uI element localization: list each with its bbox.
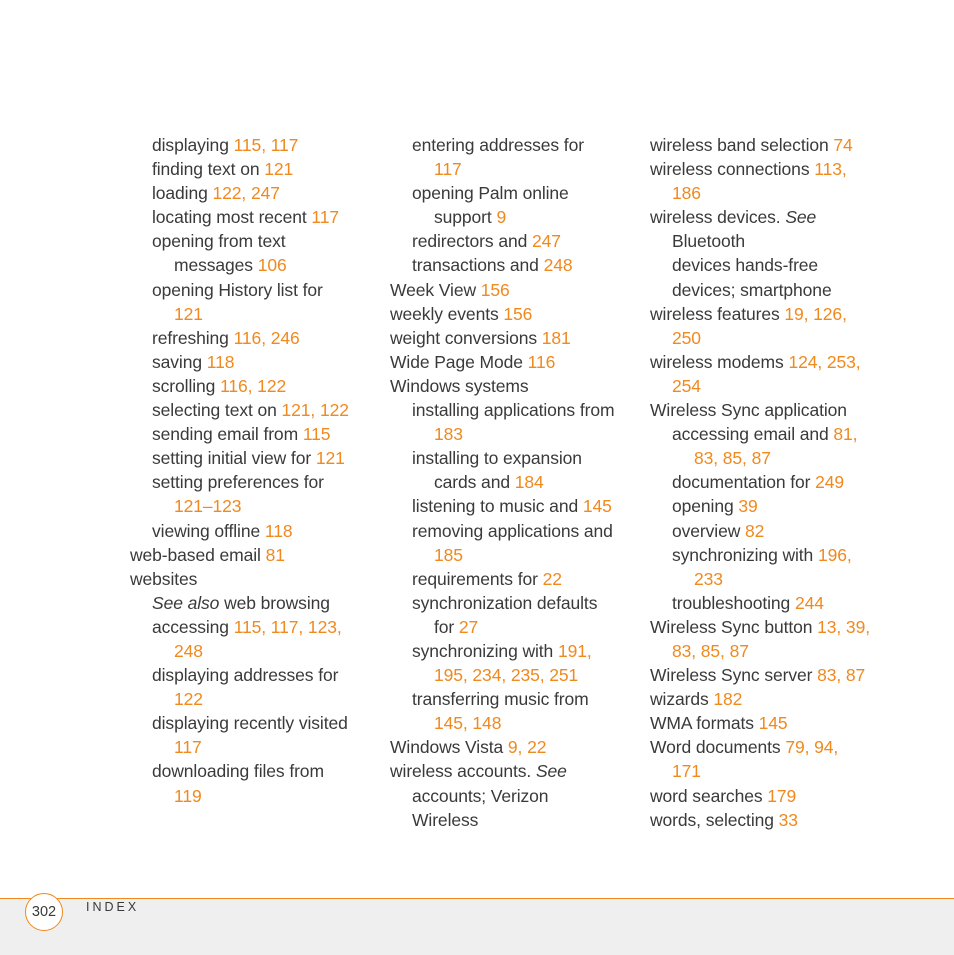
page-reference-link[interactable]: 117 (311, 207, 339, 228)
index-entry (650, 519, 940, 543)
index-term: Wireless Sync application (650, 400, 847, 421)
page-reference-link[interactable]: 118 (206, 351, 235, 372)
page-reference-link[interactable]: 81 (265, 544, 285, 565)
index-term: displaying (152, 135, 234, 155)
index-term: Wide Page Mode (390, 351, 528, 372)
page-reference-link[interactable]: 179 (767, 785, 797, 806)
index-entry (130, 133, 380, 157)
index-term: opening History list for (152, 279, 323, 300)
index-entry (390, 759, 640, 783)
page-reference-link[interactable]: 124, 253, (788, 351, 861, 372)
page-reference-link[interactable]: 106 (257, 255, 287, 276)
index-entry (650, 784, 940, 808)
page-reference-link[interactable]: 185 (434, 544, 463, 565)
page-reference-link[interactable]: 250 (672, 327, 701, 348)
index-entry (650, 326, 940, 350)
index-entry (130, 759, 380, 783)
index-term: displaying recently visited (152, 713, 348, 734)
page-reference-link[interactable]: 115, 117, 123, (233, 616, 342, 637)
index-term: opening (672, 496, 739, 517)
index-term: Word documents (650, 737, 786, 758)
page-reference-link[interactable]: 81, (833, 424, 858, 445)
index-term: Windows Vista (390, 737, 508, 758)
index-entry (130, 157, 380, 181)
page-reference-link[interactable]: 117 (174, 737, 202, 758)
index-entry (650, 687, 940, 711)
index-entry (390, 398, 640, 422)
page-reference-link[interactable]: 145 (582, 496, 612, 517)
index-term: Week View (390, 279, 481, 300)
index-term: saving (152, 351, 207, 372)
page-reference-link[interactable]: 83, 85, 87 (694, 448, 771, 469)
index-term: selecting text on (152, 400, 282, 421)
index-column-2 (390, 133, 640, 832)
page-reference-link[interactable]: 22 (542, 568, 562, 589)
index-entry (650, 446, 940, 470)
page-reference-link[interactable]: 156 (480, 279, 510, 300)
page-reference-link[interactable]: 247 (532, 231, 561, 252)
index-entry (650, 253, 940, 277)
index-term: wireless modems (650, 351, 789, 372)
index-entry (390, 446, 640, 470)
index-entry (650, 711, 940, 735)
page-reference-link[interactable]: 39 (738, 496, 758, 517)
index-entry (390, 591, 640, 615)
index-entry (390, 374, 640, 398)
index-entry (650, 735, 940, 759)
index-entry (130, 663, 380, 687)
index-entry (130, 615, 380, 639)
page-reference-link[interactable]: 9 (496, 207, 507, 228)
page-reference-link[interactable]: 116, 122 (220, 375, 287, 396)
page-reference-link[interactable]: 116, 246 (233, 327, 300, 348)
page-reference-link[interactable]: 156 (503, 303, 533, 324)
index-entry (130, 326, 380, 350)
index-term: weekly events (390, 303, 504, 324)
index-term: web-based email (130, 544, 266, 565)
index-entry (130, 567, 380, 591)
index-entry (650, 808, 940, 832)
page-reference-link[interactable]: 121 (174, 303, 203, 324)
page-reference-link[interactable]: 33 (778, 809, 798, 830)
index-entry (650, 302, 940, 326)
page-reference-link[interactable]: 118 (264, 520, 293, 541)
index-entry (390, 687, 640, 711)
index-column-1 (130, 133, 380, 808)
index-entry (130, 350, 380, 374)
index-entry (650, 181, 940, 205)
page-reference-link[interactable]: 184 (514, 472, 544, 493)
page-reference-link[interactable]: 145, 148 (434, 713, 502, 734)
page-reference-link[interactable]: 83, 87 (817, 665, 866, 686)
page-reference-link[interactable]: 248 (174, 640, 203, 661)
see-reference-label: See (785, 207, 817, 228)
page-reference-link[interactable]: 79, 94, (785, 737, 839, 758)
index-entry (650, 374, 940, 398)
index-term: troubleshooting (672, 592, 795, 613)
page-reference-link[interactable]: 113, (814, 159, 847, 180)
index-entry (390, 663, 640, 687)
index-column-3 (650, 133, 940, 832)
page-reference-link[interactable]: 121 (315, 448, 345, 469)
index-entry (650, 663, 940, 687)
page-reference-link[interactable]: 115 (302, 424, 331, 445)
index-term: words, selecting (650, 809, 779, 830)
index-entry (390, 229, 640, 253)
index-term: viewing offline (152, 520, 265, 541)
index-entry (130, 446, 380, 470)
index-entry (390, 784, 640, 808)
index-term: messages (174, 255, 258, 276)
page-reference-link[interactable]: 121, 122 (281, 400, 349, 421)
index-term: wireless features (650, 303, 785, 324)
index-term: documentation for (672, 472, 816, 493)
index-term: devices hands-free (672, 255, 819, 276)
index-term: transactions and (412, 255, 544, 276)
index-term: websites (130, 568, 198, 589)
index-entry (390, 181, 640, 205)
see-also-label: See also (152, 592, 220, 613)
index-term: wireless devices. (650, 207, 786, 228)
index-entry (390, 326, 640, 350)
page-reference-link[interactable]: 27 (458, 616, 479, 637)
index-term: locating most recent (152, 207, 312, 228)
footer-band (0, 898, 954, 955)
index-entry (650, 157, 940, 181)
index-entry (650, 639, 940, 663)
index-term: synchronization defaults (412, 592, 598, 613)
index-entry (390, 422, 640, 446)
section-label: INDEX (86, 900, 140, 914)
index-term: support (434, 207, 497, 228)
page-reference-link[interactable]: 122, 247 (212, 183, 280, 204)
index-term: installing applications from (412, 400, 615, 421)
index-entry (390, 278, 640, 302)
index-entry (390, 157, 640, 181)
index-entry (130, 591, 380, 615)
index-term: entering addresses for (412, 135, 584, 155)
index-entry (650, 350, 940, 374)
index-entry (130, 519, 380, 543)
index-entry (390, 615, 640, 639)
index-term: cards and (434, 472, 515, 493)
index-term: listening to music and (412, 496, 583, 517)
index-entry (130, 543, 380, 567)
index-term: wireless band selection (650, 135, 834, 155)
index-term: opening Palm online (412, 183, 569, 204)
index-term: removing applications and (412, 520, 613, 541)
index-entry (390, 350, 640, 374)
page-reference-link[interactable]: 183 (434, 424, 463, 445)
index-term: word searches (650, 785, 768, 806)
index-entry (130, 374, 380, 398)
index-entry (390, 302, 640, 326)
page-reference-link[interactable]: 145 (758, 713, 788, 734)
index-term: Windows systems (390, 375, 529, 396)
page-reference-link[interactable]: 116 (527, 351, 556, 372)
index-term: wireless accounts. (390, 761, 536, 782)
page-reference-link[interactable]: 233 (694, 568, 723, 589)
index-entry (130, 494, 380, 518)
index-term: requirements for (412, 568, 543, 589)
page-reference-link[interactable]: 248 (543, 255, 573, 276)
index-term: accounts; Verizon (412, 785, 549, 806)
index-term: wizards (650, 689, 714, 710)
page-reference-link[interactable]: 249 (815, 472, 845, 493)
page-reference-link[interactable]: 19, 126, (784, 303, 847, 324)
index-term: accessing email and (672, 424, 834, 445)
index-entry (390, 253, 640, 277)
page-reference-link[interactable]: 122 (174, 689, 203, 710)
index-entry (650, 470, 940, 494)
index-entry (650, 494, 940, 518)
index-entry (130, 181, 380, 205)
index-term: scrolling (152, 375, 221, 396)
index-entry (130, 278, 380, 302)
index-term: wireless connections (650, 159, 815, 180)
index-entry (130, 302, 380, 326)
index-term: synchronizing with (412, 640, 558, 661)
index-term: opening from text (152, 231, 286, 252)
index-entry (650, 133, 940, 157)
index-term: loading (152, 183, 213, 204)
index-term: setting preferences for (152, 472, 324, 493)
page-reference-link[interactable]: 121 (264, 159, 294, 180)
page-number-badge: 302 (25, 893, 63, 931)
index-entry (650, 543, 940, 567)
index-term: web browsing (219, 592, 330, 613)
page-reference-link[interactable]: 181 (541, 327, 571, 348)
index-entry (390, 205, 640, 229)
index-entry (390, 494, 640, 518)
index-term: redirectors and (412, 231, 532, 252)
page-reference-link[interactable]: 115, 117 (233, 135, 299, 155)
index-entry (650, 591, 940, 615)
page-reference-link[interactable]: 74 (833, 135, 853, 155)
page-reference-link[interactable]: 244 (794, 592, 824, 613)
page-reference-link[interactable]: 191, (557, 640, 592, 661)
index-entry (650, 205, 940, 229)
index-term: weight conversions (390, 327, 542, 348)
index-term: WMA formats (650, 713, 759, 734)
index-entry (130, 784, 380, 808)
page-reference-link[interactable]: 196, (817, 544, 852, 565)
index-entry (390, 543, 640, 567)
index-term: installing to expansion (412, 448, 582, 469)
page-reference-link[interactable]: 182 (713, 689, 743, 710)
index-entry (130, 735, 380, 759)
index-entry (130, 687, 380, 711)
index-entry (130, 470, 380, 494)
page-reference-link[interactable]: 117 (434, 159, 462, 180)
index-term: sending email from (152, 424, 303, 445)
index-entry (130, 398, 380, 422)
index-entry (650, 229, 940, 253)
page-reference-link[interactable]: 171 (672, 761, 701, 782)
see-reference-label: See (535, 761, 567, 782)
index-term: Wireless Sync server (650, 665, 818, 686)
index-entry (130, 205, 380, 229)
page-reference-link[interactable]: 186 (672, 183, 701, 204)
index-entry (650, 615, 940, 639)
index-entry (130, 422, 380, 446)
index-entry (390, 735, 640, 759)
index-entry (650, 567, 940, 591)
index-entry (130, 711, 380, 735)
index-term: Wireless Sync button (650, 616, 818, 637)
index-term: downloading files from (152, 761, 324, 782)
index-term: transferring music from (412, 689, 589, 710)
index-entry (390, 567, 640, 591)
index-term: refreshing (152, 327, 234, 348)
index-term: synchronizing with (672, 544, 818, 565)
index-entry (650, 278, 940, 302)
index-term: for (434, 616, 459, 637)
index-entry (650, 398, 940, 422)
page-reference-link[interactable]: 13, 39, (817, 616, 870, 637)
index-entry (390, 519, 640, 543)
index-term: setting initial view for (152, 448, 316, 469)
page-reference-link[interactable]: 119 (174, 785, 202, 806)
index-term: finding text on (152, 159, 265, 180)
index-term: displaying addresses for (152, 665, 339, 686)
page-reference-link[interactable]: 254 (672, 375, 701, 396)
page-reference-link[interactable]: 9, 22 (507, 737, 547, 758)
index-entry (390, 711, 640, 735)
index-entry (130, 253, 380, 277)
index-entry (390, 133, 640, 157)
index-entry (650, 422, 940, 446)
index-term: overview (672, 520, 746, 541)
index-term: Bluetooth (672, 231, 746, 252)
page-reference-link[interactable]: 82 (745, 520, 765, 541)
index-entry (130, 229, 380, 253)
index-entry (130, 639, 380, 663)
page-reference-link[interactable]: 195, 234, 235, 251 (434, 665, 579, 686)
index-entry (390, 808, 640, 832)
index-term: devices; smartphone (672, 279, 832, 300)
index-term: accessing (152, 616, 234, 637)
index-term: Wireless (412, 809, 479, 830)
index-entry (650, 759, 940, 783)
page-reference-link[interactable]: 83, 85, 87 (672, 640, 749, 661)
index-entry (390, 470, 640, 494)
index-entry (390, 639, 640, 663)
page-reference-link[interactable]: 121–123 (174, 496, 242, 517)
